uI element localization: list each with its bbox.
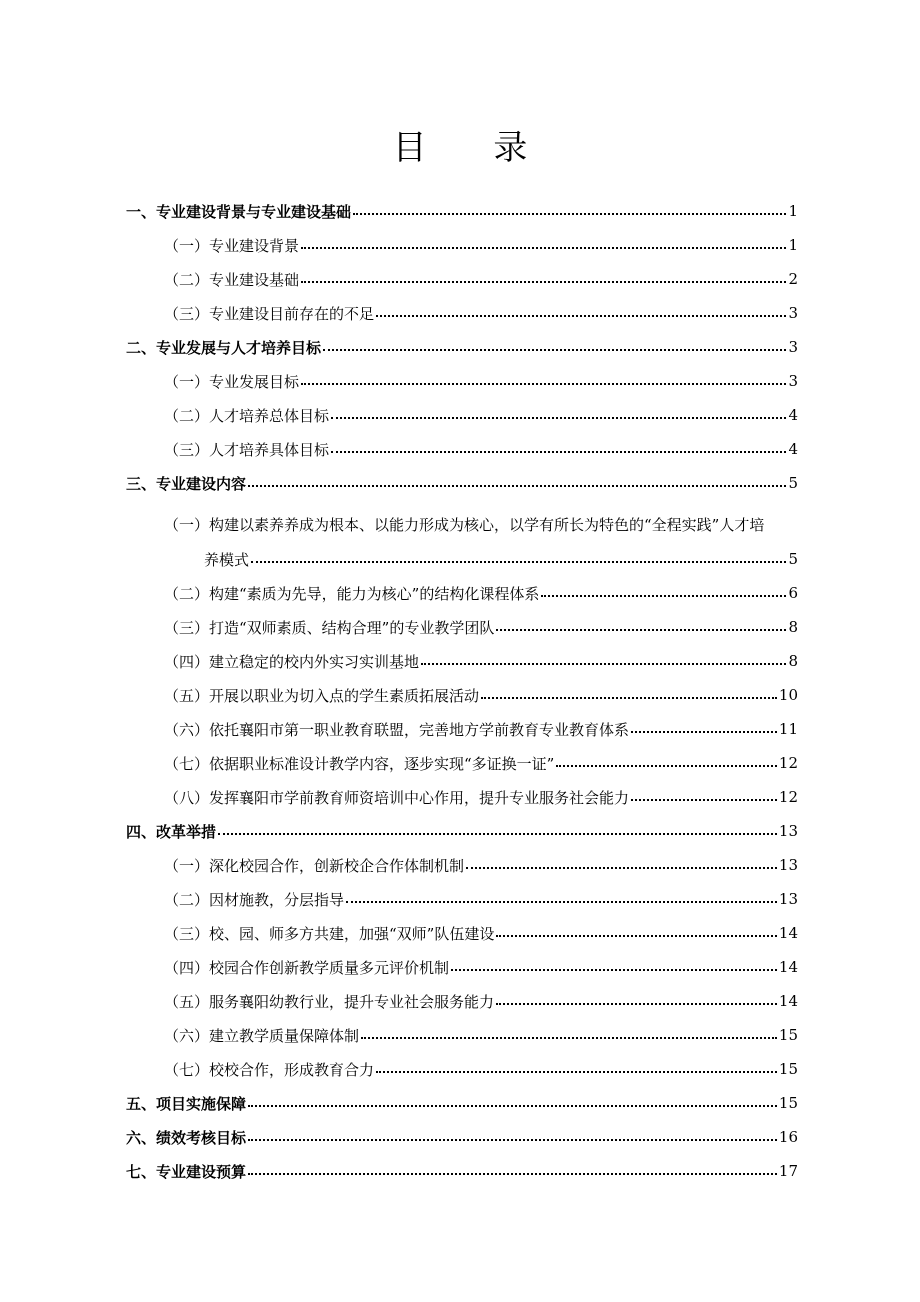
toc-subsection-entry[interactable] <box>126 950 798 984</box>
toc-page-number: 3 <box>788 372 798 390</box>
toc-page-number: 17 <box>778 1162 798 1180</box>
toc-section-entry[interactable] <box>126 466 798 500</box>
toc-dot-leader <box>376 315 786 317</box>
toc-page-number: 11 <box>778 720 798 738</box>
toc-dot-leader <box>631 799 777 801</box>
toc-dot-leader <box>248 1139 777 1141</box>
toc-entry-text: （二）构建“素质为先导，能力为核心”的结构化课程体系 <box>164 584 540 603</box>
toc-entry-text: （六）依托襄阳市第一职业教育联盟，完善地方学前教育专业教育体系 <box>164 720 630 739</box>
toc-subsection-entry[interactable] <box>126 296 798 330</box>
toc-page-number: 12 <box>778 754 798 772</box>
toc-dot-leader <box>481 697 777 699</box>
toc-subsection-entry[interactable] <box>126 984 798 1018</box>
toc-page-number: 14 <box>778 958 798 976</box>
toc-entry-text: （三）专业建设目前存在的不足 <box>164 304 375 323</box>
toc-page-number: 14 <box>778 992 798 1010</box>
toc-entry-text: 四、改革举措 <box>126 822 217 841</box>
toc-dot-leader <box>353 213 786 215</box>
toc-dot-leader <box>496 935 777 937</box>
toc-subsection-entry[interactable] <box>126 364 798 398</box>
toc-section-entry[interactable] <box>126 330 798 364</box>
toc-page-number: 14 <box>778 924 798 942</box>
table-of-contents <box>126 194 798 1188</box>
toc-dot-leader <box>248 1173 777 1175</box>
toc-entry-text: （三）打造“双师素质、结构合理”的专业教学团队 <box>164 618 495 637</box>
toc-page-number: 4 <box>788 440 798 458</box>
toc-page-number: 1 <box>788 236 798 254</box>
toc-section-entry[interactable] <box>126 194 798 228</box>
toc-page-number: 12 <box>778 788 798 806</box>
toc-section-entry[interactable] <box>126 1154 798 1188</box>
toc-page-number: 1 <box>788 202 798 220</box>
toc-dot-leader <box>496 1003 777 1005</box>
page-title: 目 录 <box>392 128 556 168</box>
toc-dot-leader <box>451 969 777 971</box>
toc-dot-leader <box>301 281 786 283</box>
toc-page-number: 6 <box>788 584 798 602</box>
toc-page-number: 5 <box>788 474 798 492</box>
toc-dot-leader <box>248 485 786 487</box>
toc-entry-text: 五、项目实施保障 <box>126 1094 247 1113</box>
toc-subsection-entry[interactable] <box>126 432 798 466</box>
toc-page-number: 8 <box>788 652 798 670</box>
toc-page-number: 4 <box>788 406 798 424</box>
toc-dot-leader <box>361 1037 777 1039</box>
toc-entry-text: 一、专业建设背景与专业建设基础 <box>126 202 352 221</box>
toc-page-number: 16 <box>778 1128 798 1146</box>
toc-dot-leader <box>556 765 777 767</box>
toc-entry-text: （六）建立教学质量保障体制 <box>164 1026 360 1045</box>
toc-entry-text: 二、专业发展与人才培养目标 <box>126 338 322 357</box>
toc-dot-leader <box>218 833 777 835</box>
toc-entry-text: （七）依据职业标准设计教学内容，逐步实现“多证换一证” <box>164 754 555 773</box>
toc-subsection-entry[interactable] <box>126 500 798 576</box>
toc-page-number: 15 <box>778 1026 798 1044</box>
toc-dot-leader <box>248 1105 777 1107</box>
toc-page-number: 13 <box>778 822 798 840</box>
toc-dot-leader <box>376 1071 777 1073</box>
toc-page-number: 15 <box>778 1094 798 1112</box>
toc-page-number: 2 <box>788 270 798 288</box>
toc-dot-leader <box>301 383 786 385</box>
toc-dot-leader <box>331 417 786 419</box>
toc-subsection-entry[interactable] <box>126 610 798 644</box>
toc-entry-text: （一）专业发展目标 <box>164 372 300 391</box>
toc-page-number: 8 <box>788 618 798 636</box>
toc-entry-text: （二）因材施教，分层指导 <box>164 890 345 909</box>
toc-subsection-entry[interactable] <box>126 746 798 780</box>
toc-subsection-entry[interactable] <box>126 712 798 746</box>
toc-entry-continuation: 养模式 <box>204 550 250 569</box>
toc-dot-leader <box>421 663 786 665</box>
toc-entry-text: （三）校、园、师多方共建，加强“双师”队伍建设 <box>164 924 495 943</box>
toc-section-entry[interactable] <box>126 1086 798 1120</box>
toc-subsection-entry[interactable] <box>126 848 798 882</box>
toc-subsection-entry[interactable] <box>126 576 798 610</box>
toc-dot-leader <box>251 561 786 563</box>
toc-subsection-entry[interactable] <box>126 398 798 432</box>
toc-dot-leader <box>331 451 786 453</box>
toc-subsection-entry[interactable] <box>126 644 798 678</box>
toc-dot-leader <box>466 867 777 869</box>
toc-subsection-entry[interactable] <box>126 262 798 296</box>
toc-entry-text: （一）构建以素养养成为根本、以能力形成为核心，以学有所长为特色的“全程实践”人才培 <box>164 516 765 534</box>
toc-subsection-entry[interactable] <box>126 882 798 916</box>
toc-dot-leader <box>541 595 786 597</box>
toc-section-entry[interactable] <box>126 814 798 848</box>
toc-page-number: 3 <box>788 338 798 356</box>
toc-entry-text: （二）专业建设基础 <box>164 270 300 289</box>
toc-page-number: 10 <box>778 686 798 704</box>
toc-dot-leader <box>631 731 777 733</box>
toc-dot-leader <box>301 247 786 249</box>
toc-subsection-entry[interactable] <box>126 678 798 712</box>
toc-entry-text: 七、专业建设预算 <box>126 1162 247 1181</box>
toc-page-number: 5 <box>788 550 798 568</box>
toc-entry-text: 三、专业建设内容 <box>126 474 247 493</box>
toc-subsection-entry[interactable] <box>126 1018 798 1052</box>
toc-entry-text: （八）发挥襄阳市学前教育师资培训中心作用，提升专业服务社会能力 <box>164 788 630 807</box>
toc-entry-text: （三）人才培养具体目标 <box>164 440 330 459</box>
toc-entry-text: 六、绩效考核目标 <box>126 1128 247 1147</box>
toc-page-number: 3 <box>788 304 798 322</box>
toc-dot-leader <box>496 629 786 631</box>
toc-entry-text: （四）校园合作创新教学质量多元评价机制 <box>164 958 450 977</box>
toc-page-number: 15 <box>778 1060 798 1078</box>
toc-subsection-entry[interactable] <box>126 228 798 262</box>
toc-entry-text: （五）服务襄阳幼教行业，提升专业社会服务能力 <box>164 992 495 1011</box>
toc-subsection-entry[interactable] <box>126 1052 798 1086</box>
toc-dot-leader <box>346 901 777 903</box>
toc-entry-text: （二）人才培养总体目标 <box>164 406 330 425</box>
toc-entry-text: （一）深化校园合作，创新校企合作体制机制 <box>164 856 465 875</box>
toc-page-number: 13 <box>778 890 798 908</box>
toc-subsection-entry[interactable] <box>126 916 798 950</box>
toc-section-entry[interactable] <box>126 1120 798 1154</box>
toc-subsection-entry[interactable] <box>126 780 798 814</box>
toc-dot-leader <box>323 349 786 351</box>
toc-entry-text: （五）开展以职业为切入点的学生素质拓展活动 <box>164 686 480 705</box>
toc-entry-text: （四）建立稳定的校内外实习实训基地 <box>164 652 420 671</box>
toc-entry-text: （一）专业建设背景 <box>164 236 300 255</box>
toc-entry-text: （七）校校合作，形成教育合力 <box>164 1060 375 1079</box>
toc-page-number: 13 <box>778 856 798 874</box>
toc-entry-continuation-line <box>164 542 798 576</box>
